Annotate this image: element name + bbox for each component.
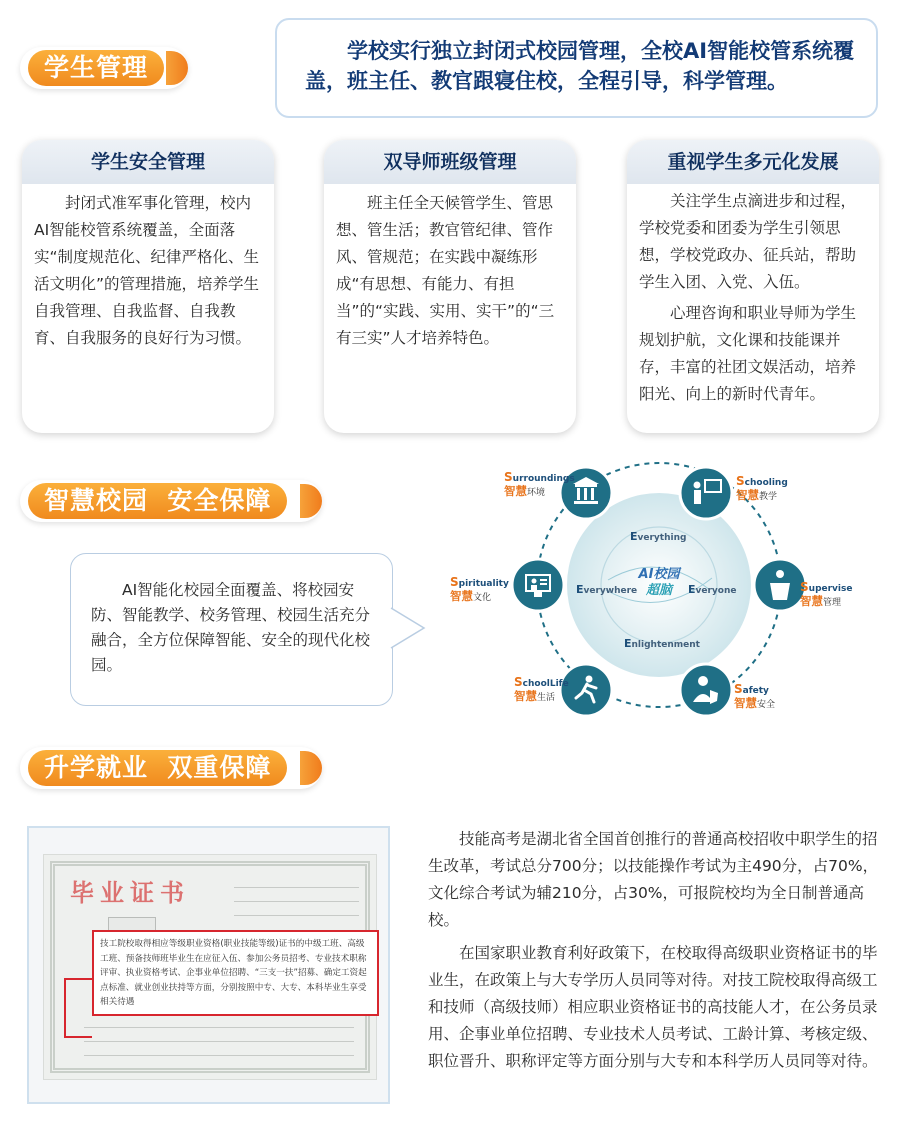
intro-box [275, 18, 878, 118]
section-tag-smart-campus [20, 480, 322, 522]
section-tag-label: 智慧校园 安全保障 [28, 483, 287, 519]
ring-word-everywhere: Everywhere [576, 583, 638, 596]
ring-word-enlightenment: Enlightenment [624, 637, 700, 650]
node-schooling-icon [680, 467, 732, 519]
ring-word-everyone: Everyone [688, 583, 737, 596]
card-text: 关注学生点滴进步和过程，学校党委和团委为学生引领思想，学校党政办、征兵站，帮助学生入团、入党、入伍。 [639, 192, 857, 291]
card-text: 封闭式准军事化管理，校内AI智能校管系统覆盖，全面落实“制度规范化、纪律严格化、生活文明化”的管理措施，培养学生自我管理、自我监督、自我教育、自我服务的良好行为习惯。 [34, 194, 260, 347]
certificate-highlight-text: 技工院校取得相应等级职业资格(职业技能等级)证书的中级工班、高级工班、预备技师班毕业生在应征入伍、参加公务员招考、专业技术职称评审、执业资格考试、企事业单位招聘、“三支一扶”招募、确定工资起点标准、就业创业扶持等方面，分别按照中专、大专、本科毕业生享受相关待遇 [92, 930, 379, 1016]
node-label-supervise: Supervise 智慧管理 [800, 580, 853, 608]
exam-paragraph: 技能高考是湖北省全国首创推行的普通高校招收中职学生的招生改革，考试总分700分；以技能操作考试为主490分，占70%，文化综合考试为辅210分，占30%，可报院校均为全日制普通高校。 [428, 830, 879, 929]
bubble-text: AI智能化校园全面覆盖、将校园安防、智能教学、校务管理、校园生活充分融合，全方位保障智能、安全的现代化校园。 [91, 581, 371, 674]
card-dual-mentor [324, 140, 576, 433]
node-spirituality-icon [512, 559, 564, 611]
center-logo-line1: AI校园 [638, 567, 680, 582]
card-title: 重视学生多元化发展 [627, 140, 879, 184]
center-logo-line2: 超脑 [645, 583, 672, 598]
certificate-image [27, 826, 390, 1104]
exam-policy-text [428, 826, 884, 1081]
card-text: 班主任全天候管学生、管思想、管生活；教官管纪律、管作风、管规范；在实践中凝练形成“有思想、有能力、有担当”的“实践、实用、实干”的“三有三实”人才培养特色。 [336, 194, 555, 347]
node-label-schooling: Schooling 智慧教学 [736, 474, 788, 502]
section-tag-further-study [20, 747, 322, 789]
node-label-safety: Safety 智慧安全 [734, 682, 776, 710]
ring-word-everything: Everything [630, 530, 687, 543]
node-label-spirituality: Spirituality 智慧文化 [450, 575, 509, 603]
smart-campus-diagram [448, 440, 868, 740]
card-diverse-development [627, 140, 879, 433]
section-tag-label: 升学就业 双重保障 [28, 750, 287, 786]
speech-bubble [70, 553, 393, 706]
bubble-pointer [390, 606, 426, 650]
card-text: 心理咨询和职业导师为学生规划护航，文化课和技能课并存，丰富的社团文娱活动，培养阳光、向上的新时代青年。 [639, 304, 857, 403]
card-safety-management [22, 140, 274, 433]
node-supervise-icon [754, 559, 806, 611]
intro-text: 学校实行独立封闭式校园管理，全校AI智能校管系统覆盖，班主任、教官跟寝住校，全程引导，科学管理。 [305, 39, 855, 93]
node-label-surroundings: Surroundings 智慧环境 [504, 470, 575, 498]
section-tag-label: 学生管理 [28, 50, 164, 86]
node-safety-icon [680, 664, 732, 716]
certificate-title: 毕业证书 [70, 878, 190, 907]
card-title: 学生安全管理 [22, 140, 274, 184]
section-tag-student-management [20, 47, 188, 89]
certificate-paper [43, 854, 377, 1080]
node-label-schoollife: SchoolLife 智慧生活 [514, 675, 569, 703]
exam-paragraph: 在国家职业教育利好政策下，在校取得高级职业资格证书的毕业生，在政策上与大专学历人员同等对待。对技工院校取得高级工和技师（高级技师）相应职业资格证书的高技能人才，在公务员录用、企事业单位招聘、专业技术人员考试、工龄计算、考核定级、职位晋升、职称评定等方面分别与大专和本科学历人员同等对待。 [428, 944, 878, 1070]
highlight-connector [64, 978, 92, 1038]
card-title: 双导师班级管理 [324, 140, 576, 184]
